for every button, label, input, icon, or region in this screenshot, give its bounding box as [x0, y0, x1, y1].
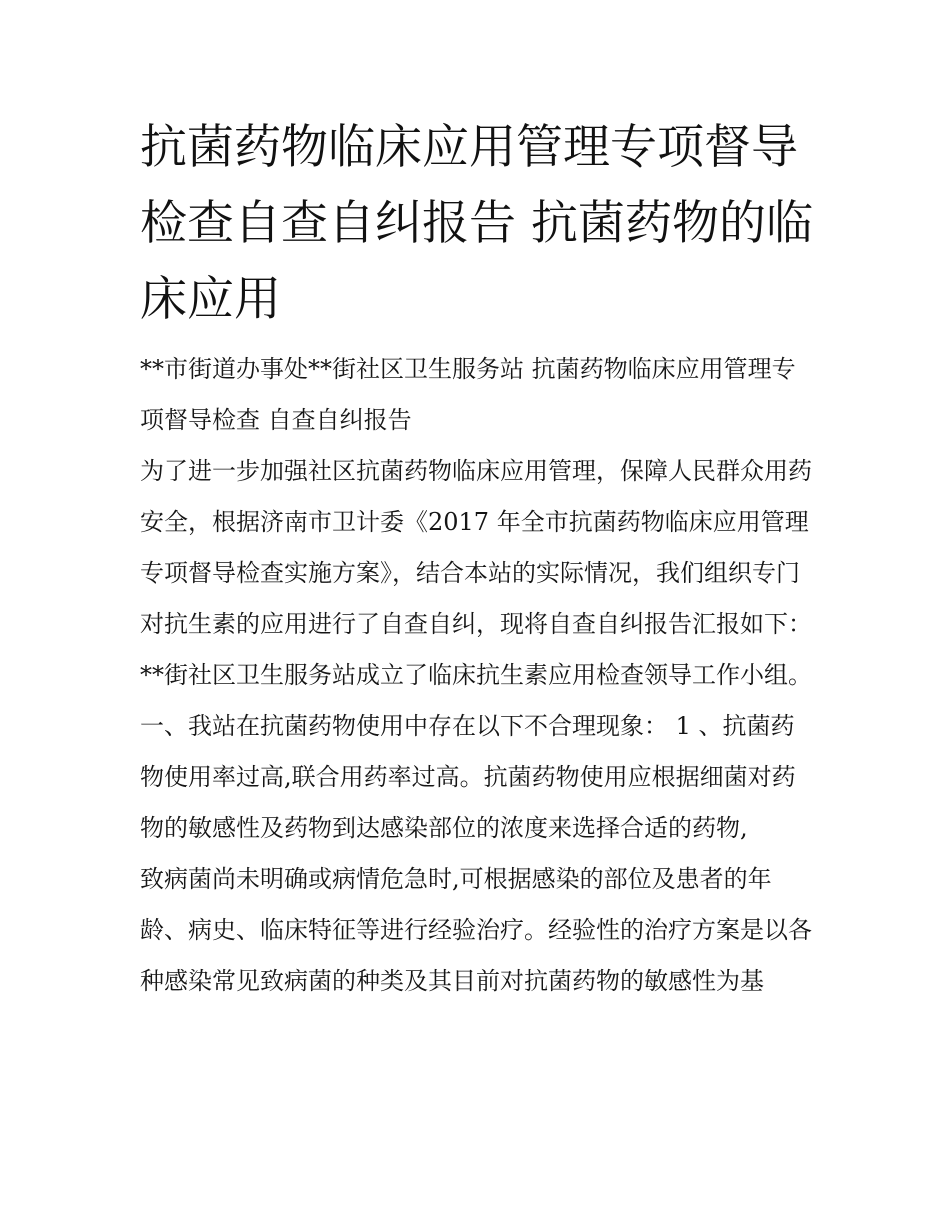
- paragraph-empirical-treatment: 致病菌尚未明确或病情危急时,可根据感染的部位及患者的年龄、病史、临床特征等进行经验治疗。经验性的治疗方案是以各种感染常见致病菌的种类及其目前对抗菌药物的敏感性为基: [140, 865, 812, 995]
- paragraph-intro: 为了进一步加强社区抗菌药物临床应用管理，保障人民群众用药安全，根据济南市卫计委《2017 年全市抗菌药物临床应用管理专项督导检查实施方案》，结合本站的实际情况，我们组织专门对抗生素的应用进行了自查自纠，现将自查自纠报告汇报如下：: [140, 457, 812, 638]
- document-body: [140, 110, 815, 1007]
- paragraph-findings: **街社区卫生服务站成立了临床抗生素应用检查领导工作小组。 一、我站在抗菌药物使用中存在以下不合理现象： 1 、抗菌药物使用率过高,联合用药率过高。抗菌药物使用应根据细菌对药物的敏感性及药物到达感染部位的浓度来选择合适的药物,: [140, 661, 812, 842]
- document-title: 抗菌药物临床应用管理专项督导检查自查自纠报告 抗菌药物的临床应用: [140, 120, 813, 327]
- paragraph-header-line: **市街道办事处**街社区卫生服务站 抗菌药物临床应用管理专项督导检查 自查自纠报告: [140, 355, 796, 434]
